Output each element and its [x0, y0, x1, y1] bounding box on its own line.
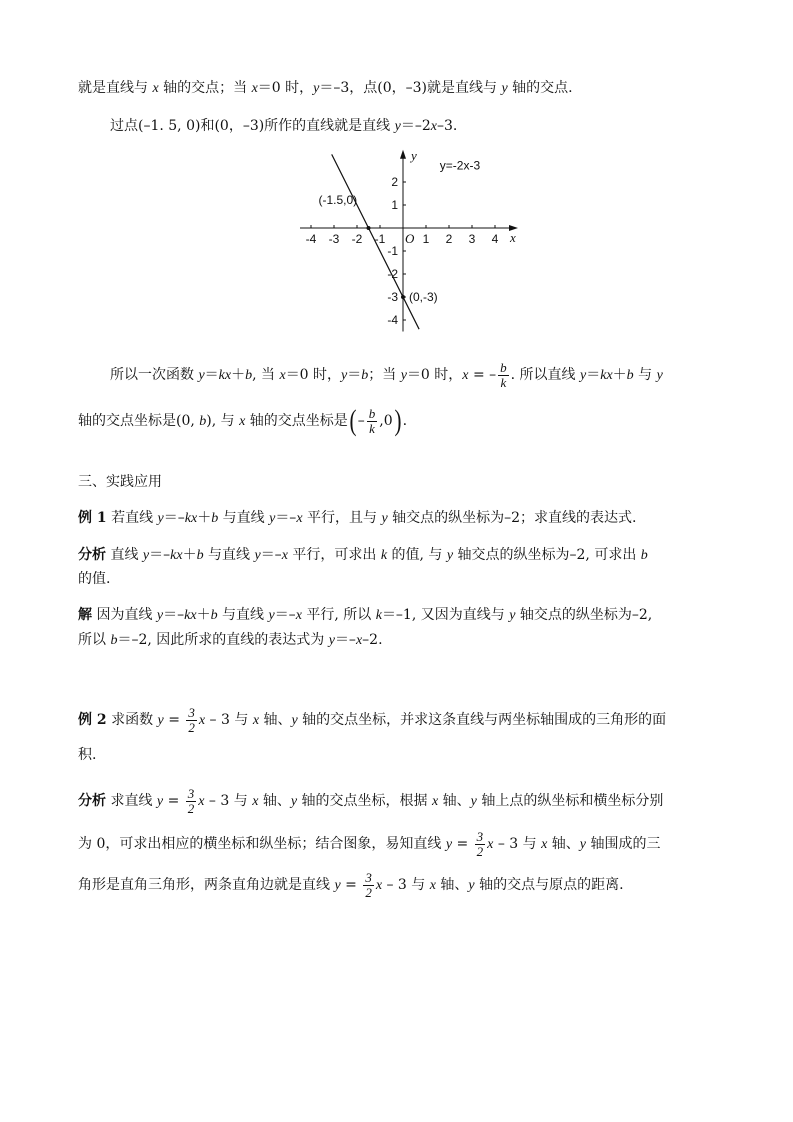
fraction-3-over-2: $\frac{3}{2}$ — [365, 869, 372, 900]
x-tick-label: -4 — [305, 232, 317, 246]
fraction-3-over-2: $\frac{3}{2}$ — [188, 704, 195, 735]
x-tick-label: 2 — [445, 232, 453, 246]
x-tick-label: -2 — [351, 232, 363, 246]
example-2-line-2: 积. — [78, 747, 97, 763]
y-axis-arrow — [400, 150, 406, 159]
point-marker — [367, 226, 371, 230]
example-2: 例 2 求函数 y = $\frac{3}{2}$ x – 3 与 x 轴、y 轴的交点坐标，并求这条直线与两坐标轴围成的三角形的面 — [78, 704, 667, 735]
x-tick-label: -1 — [374, 232, 386, 246]
origin-label: O — [405, 231, 415, 246]
x-tick-label: 1 — [422, 232, 430, 246]
point-label: (0,-3) — [409, 290, 438, 304]
analysis-1: 分析 直线 y＝–kx＋b 与直线 y＝–x 平行，可求出 k 的值, 与 y 轴交点的纵坐标为–2, 可求出 b — [78, 547, 648, 563]
fraction-3-over-2: $\frac{3}{2}$ — [187, 785, 195, 816]
solution-1: 解 因为直线 y＝–kx＋b 与直线 y＝–x 平行, 所以 k＝–1, 又因为直线与 y 轴交点的纵坐标为–2, — [78, 607, 653, 623]
x-tick-label: 3 — [468, 232, 476, 246]
fraction-b-over-k: $\frac{b}{k}$ — [368, 405, 376, 436]
analysis-2-line-2: 为 0，可求出相应的横坐标和纵坐标；结合图象，易知直线 y = $\frac{3}{2}$ x – 3 与 x 轴、y 轴围成的三 — [78, 828, 661, 859]
y-tick-label: -2 — [387, 267, 398, 281]
series-label: y=-2x-3 — [439, 158, 481, 173]
x-axis-label: x — [510, 230, 516, 245]
analysis-1-line-2: 的值. — [78, 571, 111, 587]
line-graph — [300, 146, 540, 346]
paragraph-intercept-coords: 轴的交点坐标是(0, b), 与 x 轴的交点坐标是( – $\frac{b}{k}$ ,0) . — [78, 404, 408, 437]
y-tick-label: -4 — [387, 313, 398, 327]
y-axis-label: y — [411, 147, 417, 163]
y-tick-label: -1 — [387, 244, 398, 258]
y-tick-label: 2 — [391, 175, 398, 189]
paragraph-intercepts: 就是直线与 x 轴的交点；当 x＝0 时，y＝–3，点(0，–3)就是直线与 y 轴的交点. — [78, 80, 573, 96]
x-tick-label: 4 — [491, 232, 499, 246]
y-tick-label: 1 — [391, 198, 398, 212]
fraction-b-over-k: $\frac{b}{k}$ — [500, 359, 507, 390]
example-1: 例 1 若直线 y＝–kx＋b 与直线 y＝–x 平行，且与 y 轴交点的纵坐标为–2；求直线的表达式. — [78, 510, 637, 526]
analysis-2-line-3: 角形是直角三角形，两条直角边就是直线 y = $\frac{3}{2}$ x – 3 与 x 轴、y 轴的交点与原点的距离. — [78, 869, 624, 900]
paragraph-line-through-points: 过点(–1. 5, 0)和(0，–3)所作的直线就是直线 y＝–2x–3. — [110, 118, 458, 134]
x-tick-label: -3 — [328, 232, 340, 246]
paragraph-general-intercepts: 所以一次函数 y＝kx＋b, 当 x＝0 时，y＝b；当 y＝0 时，x = – $\frac{b}{k}$ . 所以直线 y＝kx＋b 与 y — [110, 359, 663, 390]
analysis-2: 分析 求直线 y = $\frac{3}{2}$ x – 3 与 x 轴、y 轴的交点坐标，根据 x 轴、y 轴上点的纵坐标和横坐标分别 — [78, 785, 664, 816]
section-title: 三、实践应用 — [78, 474, 162, 490]
y-tick-label: -3 — [387, 290, 398, 304]
fraction-3-over-2: $\frac{3}{2}$ — [476, 828, 484, 859]
point-label: (-1.5,0) — [318, 193, 358, 207]
point-marker — [401, 295, 405, 299]
solution-1-line-2: 所以 b＝–2, 因此所求的直线的表达式为 y＝–x–2. — [78, 632, 383, 648]
